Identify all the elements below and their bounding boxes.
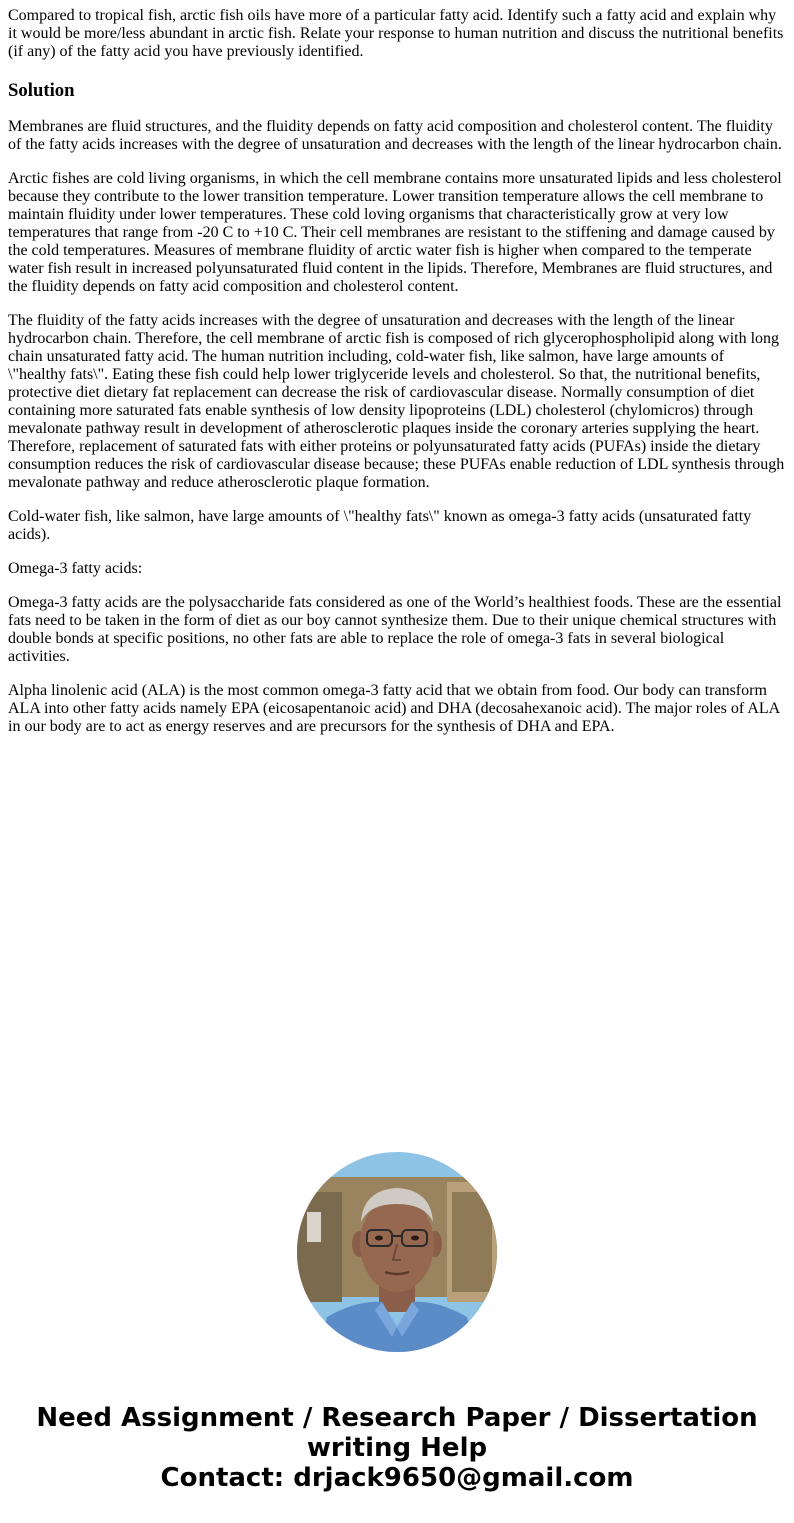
promo-line: writing Help — [306, 1433, 488, 1463]
promo-banner — [0, 1403, 794, 1493]
solution-paragraph: Omega-3 fatty acids: — [8, 560, 143, 577]
solution-paragraph: Omega-3 fatty acids are the polysaccharide fats considered as one of the World’s healthiest foods. These are the essential fats need to be taken in the form of diet as our boy cannot synthesize them. Due to their unique chemical structures with double bonds at specific positions, no other fats are able to replace the role of omega-3 fats in several biological activities. — [8, 594, 782, 665]
solution-heading: Solution — [8, 80, 75, 101]
solution-paragraph: The fluidity of the fatty acids increases with the degree of unsaturation and decreases with the length of the linear hydrocarbon chain. Therefore, the cell membrane of arctic fish is composed of rich glycerophospholipid along with long chain unsaturated fatty acid. The human nutrition including, cold-water fish, like salmon, have large amounts of \"healthy fats\". Eating these fish could help lower triglyceride levels and cholesterol. So that, the nutritional benefits, protective diet dietary fat replacement can decrease the risk of cardiovascular disease. Normally consumption of diet containing more saturated fats enable synthesis of low density lipoproteins (LDL) cholesterol (chylomicros) through mevalonate pathway result in development of atherosclerotic plaques inside the coronary arteries supplying the heart. Therefore, replacement of saturated fats with either proteins or polyunsaturated fatty acids (PUFAs) inside the dietary consumption reduces the risk of cardiovascular disease because; these PUFAs enable reduction of LDL synthesis through mevalonate pathway and reduce atherosclerotic plaque formation. — [8, 312, 785, 491]
solution-paragraph: Alpha linolenic acid (ALA) is the most common omega-3 fatty acid that we obtain from food. Our body can transform ALA into other fatty acids namely EPA (eicosapentanoic acid) and DHA (decosahexanoic acid). The major roles of ALA in our body are to act as energy reserves and are precursors for the synthesis of DHA and EPA. — [8, 682, 780, 735]
promo-line: Need Assignment / Research Paper / Dissertation — [36, 1403, 758, 1433]
author-avatar — [297, 1152, 497, 1352]
solution-paragraph: Membranes are fluid structures, and the fluidity depends on fatty acid composition and cholesterol content. The fluidity of the fatty acids increases with the degree of unsaturation and decreases with the length of the linear hydrocarbon chain. — [8, 118, 782, 153]
promo-contact: Contact: drjack9650@gmail.com — [160, 1463, 634, 1493]
question-text: Compared to tropical fish, arctic fish oils have more of a particular fatty acid. Identify such a fatty acid and explain why it would be more/less abundant in arctic fish. Relate your response to human nutrition and discuss the nutritional benefits (if any) of the fatty acid you have previously identified. — [8, 7, 784, 60]
solution-paragraph: Cold-water fish, like salmon, have large amounts of \"healthy fats\" known as omega-3 fatty acids (unsaturated fatty acids). — [8, 508, 752, 543]
document-body — [8, 7, 786, 752]
solution-paragraph: Arctic fishes are cold living organisms, in which the cell membrane contains more unsaturated lipids and less cholesterol because they contribute to the lower transition temperature. Lower transition temperature allows the cell membrane to maintain fluidity under lower temperatures. These cold loving organisms that characteristically grow at very low temperatures that range from -20 C to +10 C. Their cell membranes are resistant to the stiffening and damage caused by the cold temperatures. Measures of membrane fluidity of arctic water fish is higher when compared to the temperate water fish result in increased polyunsaturated fluid content in the lipids. Therefore, Membranes are fluid structures, and the fluidity depends on fatty acid composition and cholesterol content. — [8, 170, 782, 295]
avatar-portrait — [297, 1152, 497, 1352]
